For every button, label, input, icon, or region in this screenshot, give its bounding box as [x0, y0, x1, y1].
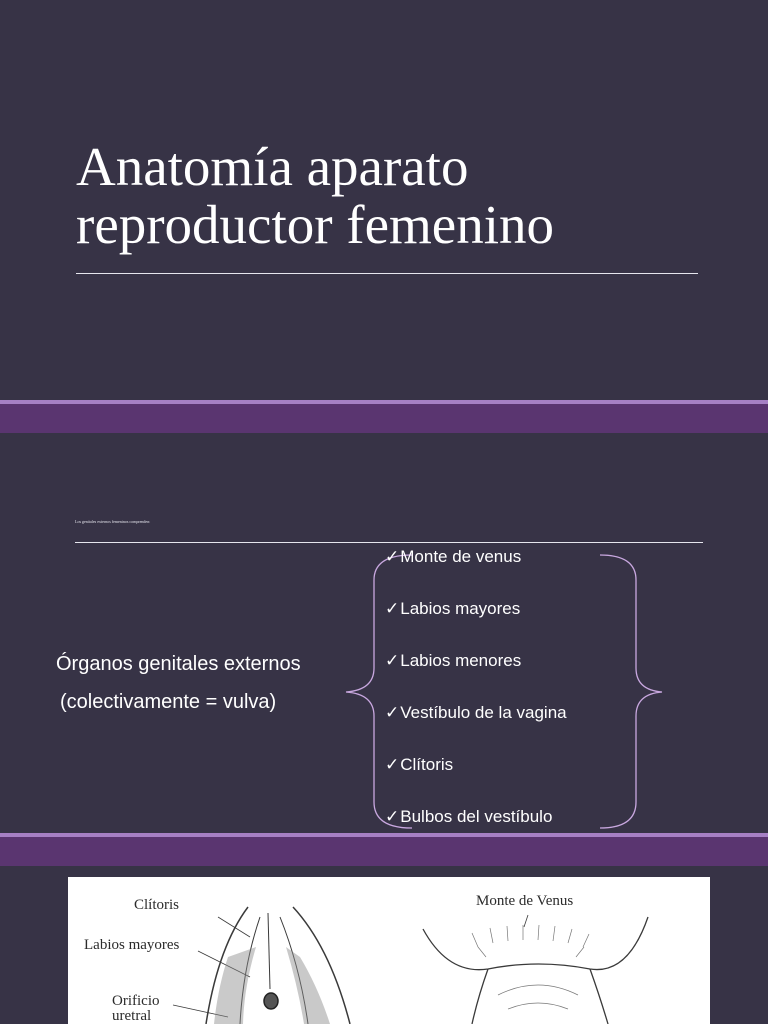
check-icon: ✓	[385, 547, 400, 566]
list-item	[385, 755, 567, 807]
list-item	[385, 599, 567, 651]
label-clitoris: Clítoris	[134, 897, 180, 913]
right-drawing-texture	[472, 925, 589, 1009]
left-drawing-shading	[214, 947, 330, 1024]
heading-underline	[75, 542, 703, 543]
label-labios-mayores: Labios mayores	[84, 937, 180, 953]
label-monte-de-venus: Monte de Venus	[476, 893, 574, 909]
title-slide	[0, 0, 768, 400]
right-drawing	[423, 915, 648, 1024]
band-highlight	[0, 400, 768, 404]
title-line-1: Anatomía aparato	[76, 136, 469, 197]
check-icon: ✓	[385, 755, 400, 774]
right-brace	[600, 555, 662, 828]
list-item-label: Vestíbulo de la vagina	[400, 703, 567, 722]
slide-divider-band	[0, 400, 768, 433]
title-underline	[76, 273, 698, 274]
diagram-slide	[0, 866, 768, 1024]
slide-divider-band	[0, 833, 768, 866]
check-icon: ✓	[385, 651, 400, 670]
list-item-label: Clítoris	[400, 755, 454, 774]
list-item	[385, 703, 567, 755]
organs-label: Órganos genitales externos	[56, 653, 301, 675]
organs-sublabel: (colectivamente = vulva)	[60, 691, 277, 713]
check-icon: ✓	[385, 703, 400, 722]
list-item	[385, 807, 567, 833]
label-orificio-uretral	[112, 994, 159, 1024]
band-highlight	[0, 833, 768, 837]
list-item-label: Labios mayores	[400, 599, 521, 618]
slide-heading: Los genitales externos femeninos comprenden:	[75, 519, 151, 524]
label-orificio: Orificio	[112, 993, 160, 1009]
list-item-label: Monte de venus	[400, 547, 522, 566]
anatomy-illustration	[68, 877, 710, 1024]
external-organs-list	[385, 547, 567, 833]
list-item	[385, 547, 567, 599]
label-uretral: uretral	[112, 1008, 152, 1024]
slide-title	[76, 138, 716, 255]
check-icon: ✓	[385, 807, 400, 826]
content-slide	[0, 433, 768, 833]
list-item-label: Labios menores	[400, 651, 522, 670]
title-line-2: reproductor femenino	[76, 194, 555, 256]
list-item	[385, 651, 567, 703]
list-item-label: Bulbos del vestíbulo	[400, 807, 553, 826]
check-icon: ✓	[385, 599, 400, 618]
